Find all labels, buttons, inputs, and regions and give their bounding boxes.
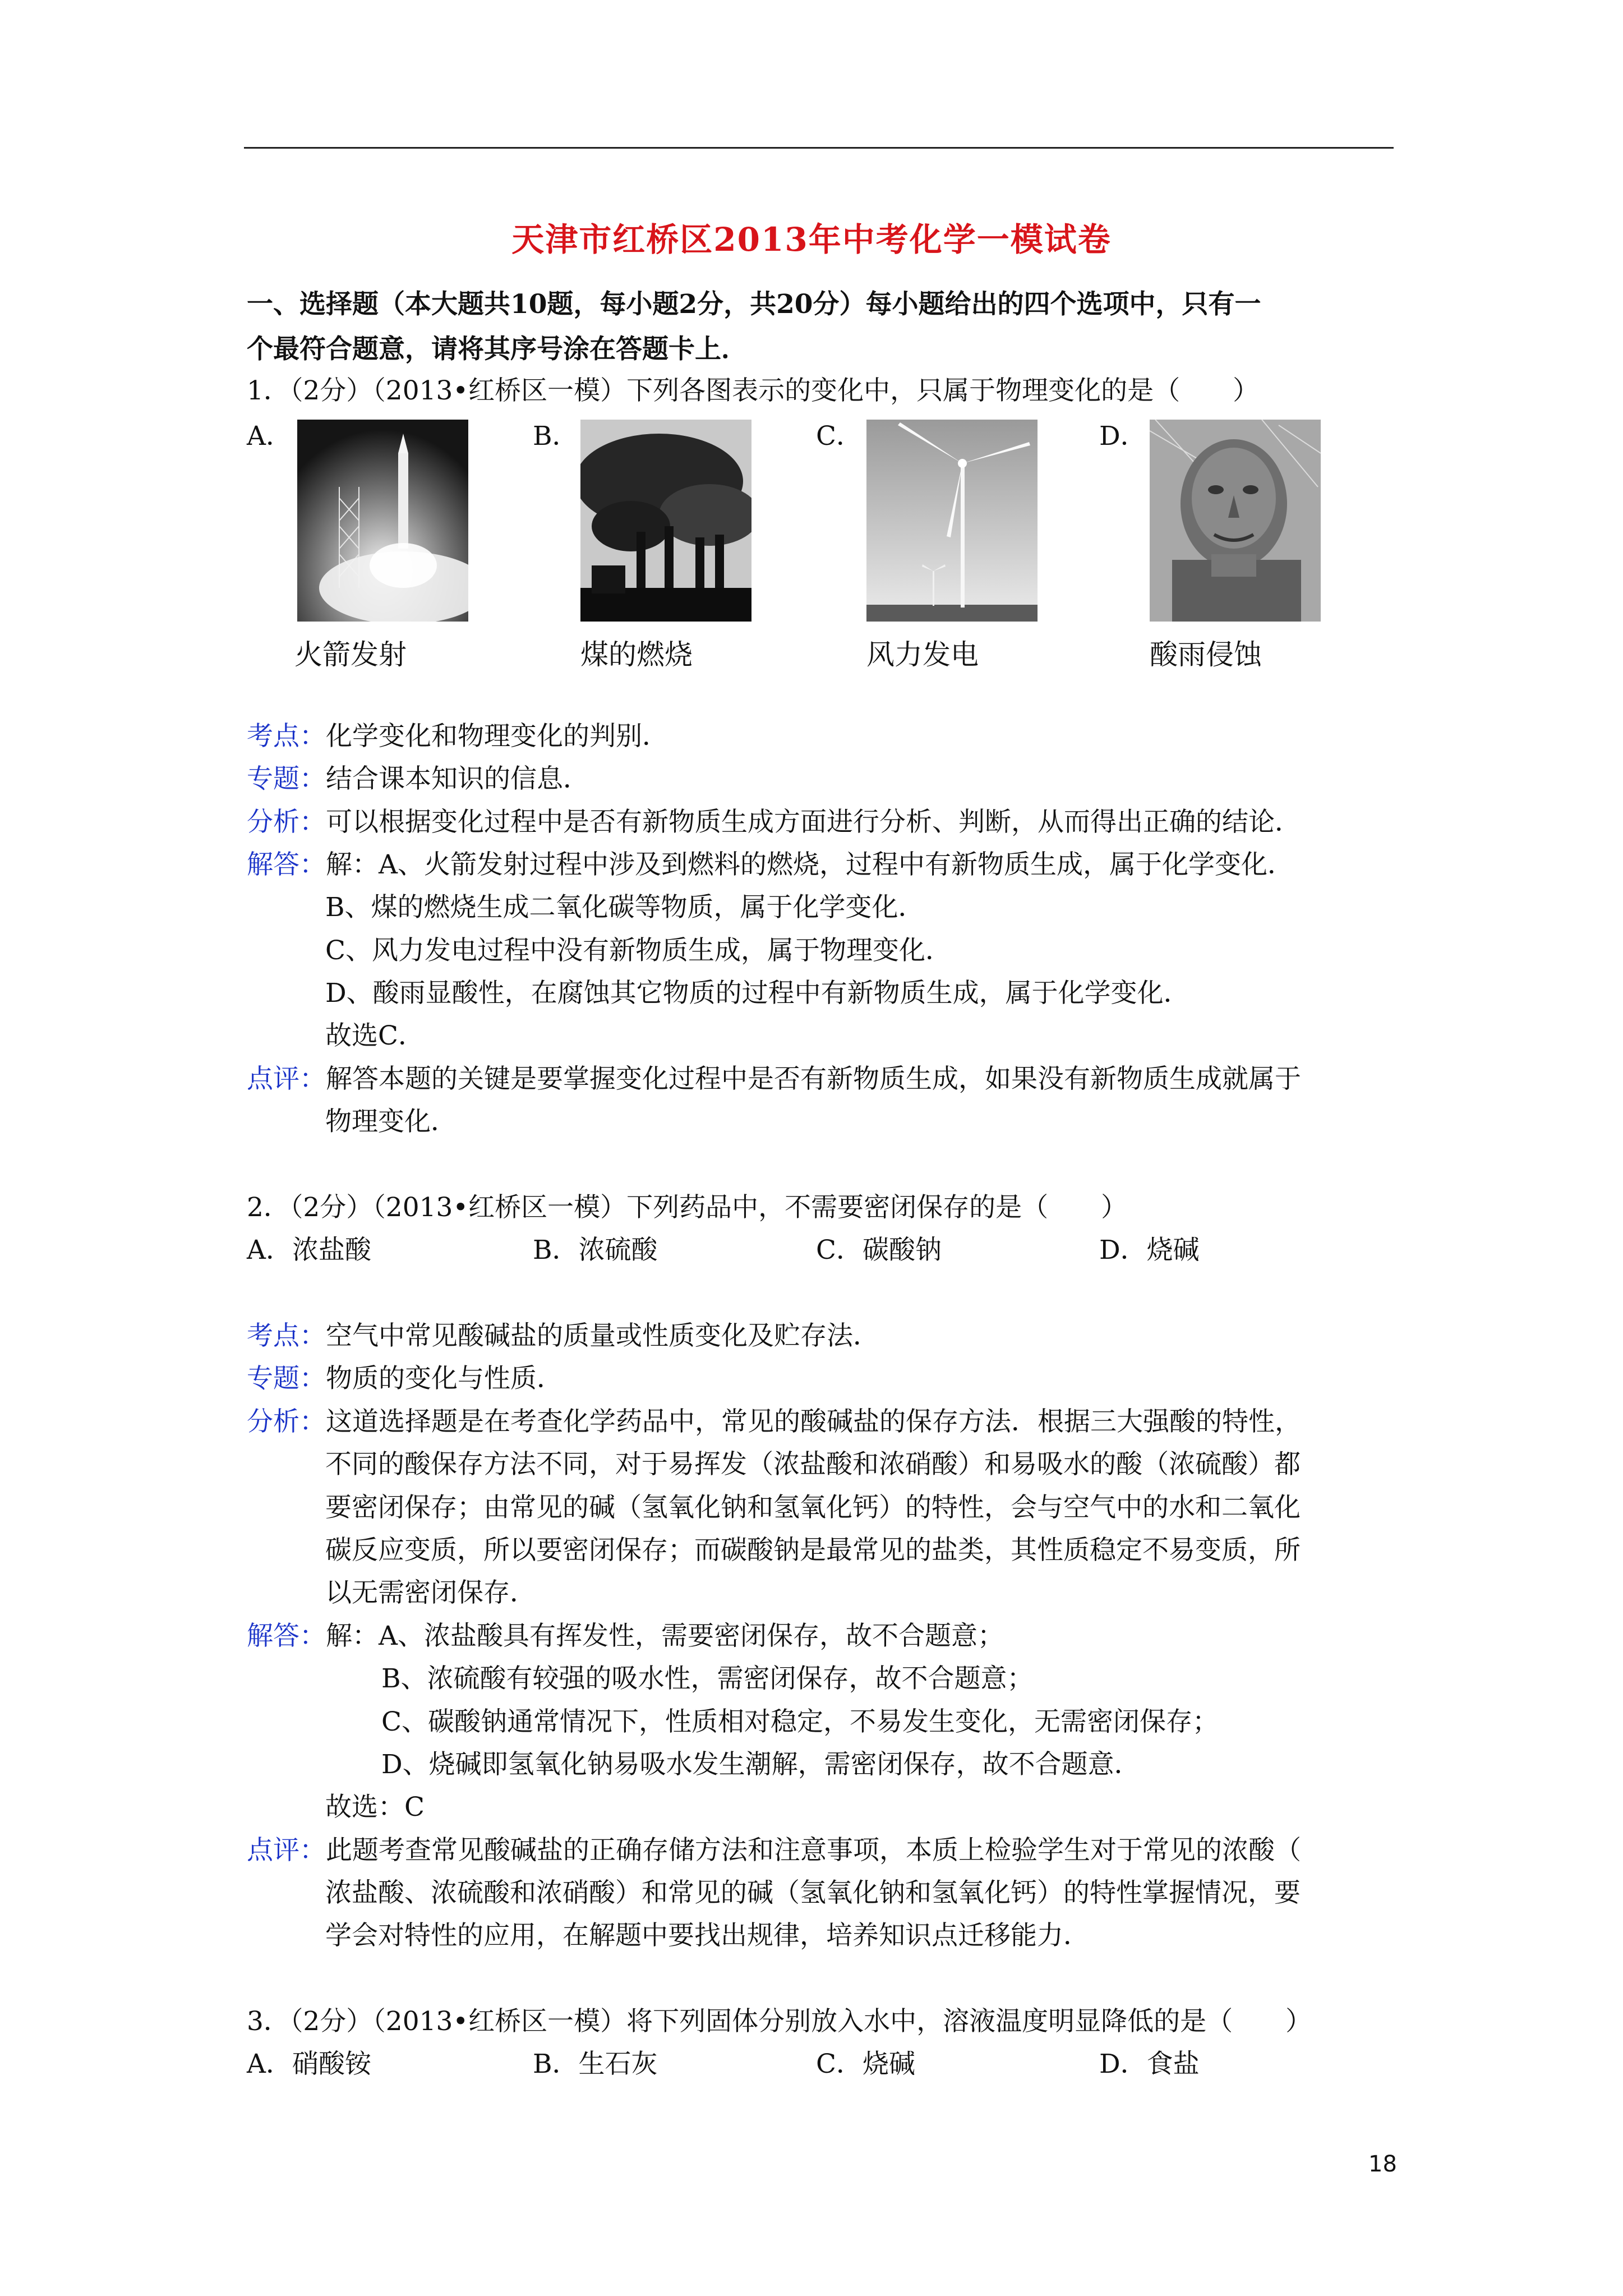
coal-burning-photo (580, 420, 751, 622)
q1-kaodian (247, 720, 668, 753)
q2-jieda-line1: 解：A、浓盐酸具有挥发性，需要密闭保存，故不合题意； (326, 1621, 1004, 1651)
q1-jieda-line3: C、风力发电过程中没有新物质生成，属于物理变化． (325, 935, 952, 966)
kaodian-label: 考点： (247, 1320, 326, 1351)
zhuanti-label: 专题： (247, 1363, 326, 1394)
q1-jieda (247, 848, 1294, 882)
fenxi-label: 分析： (247, 1406, 326, 1437)
q3-option-c: C．烧碱 (816, 2049, 915, 2079)
q1-jieda-line2: B、煤的燃烧生成二氧化碳等物质，属于化学变化． (325, 892, 925, 923)
q2-option-c: C．碳酸钠 (816, 1235, 942, 1266)
q1-option-d-letter: D． (1099, 421, 1147, 452)
q2-stem: 2．（2分）（2013•红桥区一模）下列药品中，不需要密闭保存的是（ ） (247, 1192, 1128, 1223)
q2-option-d: D．烧碱 (1099, 1235, 1200, 1266)
q1-fenxi (247, 806, 1301, 839)
kaodian-label: 考点： (247, 721, 326, 752)
q2-dianping (247, 1834, 1301, 1867)
page-title: 天津市红桥区2013年中考化学一模试卷 (511, 220, 1112, 259)
q2-fenxi (247, 1405, 1301, 1439)
q1-dianping-line1: 解答本题的关键是要掌握变化过程中是否有新物质生成，如果没有新物质生成就属于 (326, 1064, 1301, 1094)
q2-fenxi-line1: 这道选择题是在考查化学药品中，常见的酸碱盐的保存方法．根据三大强酸的特性， (326, 1406, 1301, 1437)
q1-kaodian-text: 化学变化和物理变化的判别． (326, 721, 668, 752)
q1-jieda-line4: D、酸雨显酸性，在腐蚀其它物质的过程中有新物质生成，属于化学变化． (325, 978, 1190, 1009)
rocket-launch-photo (297, 420, 468, 622)
q2-jieda-line5: 故选：C (325, 1792, 425, 1823)
section-heading-line1: 一、选择题（本大题共10题，每小题2分，共20分）每小题给出的四个选项中，只有一 (247, 289, 1261, 320)
q2-option-a: A．浓盐酸 (247, 1235, 371, 1266)
q2-option-b: B．浓硫酸 (533, 1235, 658, 1266)
q2-jieda (247, 1619, 1004, 1653)
q2-jieda-line4: D、烧碱即氢氧化钠易吸水发生潮解，需密闭保存，故不合题意． (381, 1749, 1141, 1780)
q2-dianping-line3: 学会对特性的应用，在解题中要找出规律，培养知识点迁移能力． (325, 1920, 1090, 1951)
q1-caption-c: 风力发电 (866, 638, 979, 671)
zhuanti-label: 专题： (247, 763, 326, 794)
q2-jieda-line3: C、碳酸钠通常情况下，性质相对稳定，不易发生变化，无需密闭保存； (381, 1706, 1219, 1737)
q3-option-d: D．食盐 (1099, 2049, 1200, 2079)
q2-kaodian (247, 1319, 879, 1353)
fenxi-label: 分析： (247, 807, 326, 838)
q3-option-b: B．生石灰 (533, 2049, 658, 2079)
q2-fenxi-line5: 以无需密闭保存． (325, 1577, 536, 1608)
q2-dianping-line2: 浓盐酸、浓硫酸和浓硝酸）和常见的碱（氢氧化钠和氢氧化钙）的特性掌握情况，要 (325, 1878, 1301, 1908)
q1-zhuanti (247, 762, 589, 796)
q3-stem: 3．（2分）（2013•红桥区一模）将下列固体分别放入水中，溶液温度明显降低的是（ ） (247, 2006, 1312, 2037)
q2-zhuanti (247, 1362, 563, 1396)
q1-jieda-line1: 解：A、火箭发射过程中涉及到燃料的燃烧，过程中有新物质生成，属于化学变化． (326, 849, 1294, 880)
q1-jieda-line5: 故选C． (325, 1020, 425, 1051)
dianping-label: 点评： (247, 1064, 326, 1094)
q3-option-a: A．硝酸铵 (247, 2049, 371, 2079)
q2-fenxi-line4: 碳反应变质，所以要密闭保存；而碳酸钠是最常见的盐类，其性质稳定不易变质，所 (325, 1535, 1301, 1566)
q2-fenxi-line2: 不同的酸保存方法不同，对于易挥发（浓盐酸和浓硝酸）和易吸水的酸（浓硫酸）都 (325, 1449, 1301, 1480)
q1-dianping (247, 1062, 1301, 1096)
section-heading-line2: 个最符合题意，请将其序号涂在答题卡上． (247, 334, 748, 365)
jieda-label: 解答： (247, 1621, 326, 1651)
q1-caption-b: 煤的燃烧 (580, 638, 693, 671)
q1-zhuanti-text: 结合课本知识的信息． (326, 763, 589, 794)
q2-kaodian-text: 空气中常见酸碱盐的质量或性质变化及贮存法． (326, 1320, 879, 1351)
q1-option-a-letter: A． (247, 421, 292, 452)
q1-dianping-line2: 物理变化． (325, 1106, 457, 1137)
q1-fenxi-text: 可以根据变化过程中是否有新物质生成方面进行分析、判断，从而得出正确的结论． (326, 807, 1301, 838)
q2-dianping-line1: 此题考查常见酸碱盐的正确存储方法和注意事项，本质上检验学生对于常见的浓酸（ (326, 1835, 1301, 1866)
acid-rain-statue-photo (1150, 420, 1321, 622)
header-rule (244, 147, 1394, 149)
q2-fenxi-line3: 要密闭保存；由常见的碱（氢氧化钠和氢氧化钙）的特性，会与空气中的水和二氧化 (325, 1492, 1301, 1523)
wind-power-photo (866, 420, 1038, 622)
q1-option-b-letter: B． (533, 421, 579, 452)
q1-stem: 1．（2分）（2013•红桥区一模）下列各图表示的变化中，只属于物理变化的是（ ） (247, 375, 1260, 406)
q2-zhuanti-text: 物质的变化与性质． (326, 1363, 563, 1394)
jieda-label: 解答： (247, 849, 326, 880)
page-number: 18 (1368, 2151, 1397, 2177)
dianping-label: 点评： (247, 1835, 326, 1866)
q1-option-c-letter: C． (816, 421, 863, 452)
q2-jieda-line2: B、浓硫酸有较强的吸水性，需密闭保存，故不合题意； (381, 1663, 1034, 1694)
q1-caption-a: 火箭发射 (294, 638, 407, 671)
q1-caption-d: 酸雨侵蚀 (1150, 638, 1262, 671)
